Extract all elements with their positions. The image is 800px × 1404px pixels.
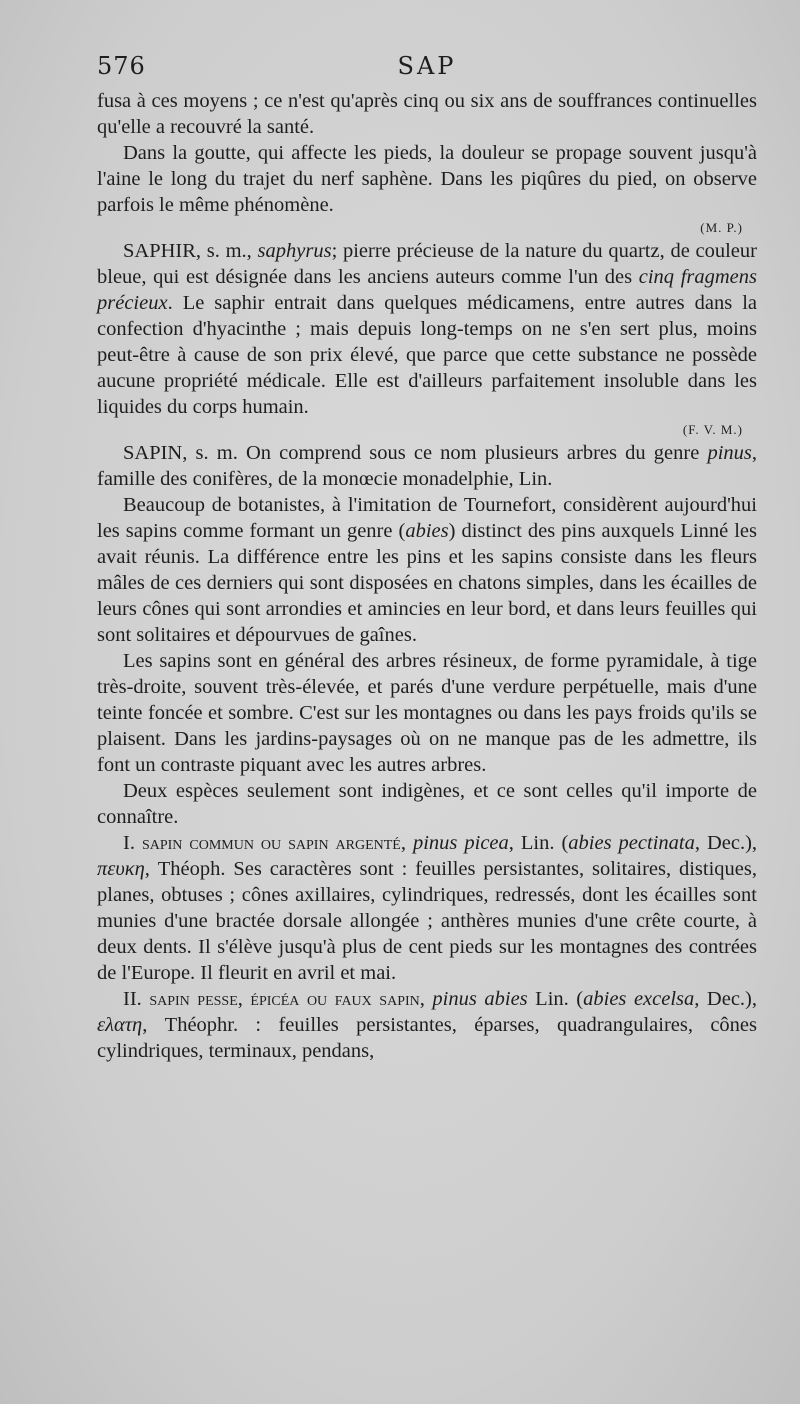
paragraph-general: Les sapins sont en général des arbres résineux, de forme pyramidale, à tige très-droite, souvent très-élevée, et parés d'une verdure perpétuelle, mais d'une teinte foncée et sombre. C'est sur les montagnes ou dans les pays froids qu'ils se plaisent. Dans les jardins-paysages où on ne manque pas de les admettre, ils font un contraste piquant avec les autres arbres. bbox=[97, 650, 757, 776]
paragraph-botanistes: Beaucoup de botanistes, à l'imitation de Tournefort, considèrent aujourd'hui les sapins comme formant un genre (abies) distinct des pins auxquels Linné les avait réunis. La différence entre les pins et les sapins consiste dans les fleurs mâles de ces derniers qui sont disposées en chatons simples, dans les écailles de leurs cônes qui sont arrondies et amincies en leur bord, et dans leurs feuilles qui sont solitaires et dépourvues de gaînes. bbox=[97, 494, 757, 646]
entry-sapin: SAPIN, s. m. On comprend sous ce nom plusieurs arbres du genre pinus, famille des conifères, de la monœcie monadelphie, Lin. bbox=[97, 442, 757, 490]
running-head: SAP bbox=[397, 52, 457, 80]
species-1: I. sapin commun ou sapin argenté, pinus picea, Lin. (abies pectinata, Dec.), πευκη, Théoph. Ses caractères sont : feuilles persistantes, solitaires, distiques, planes, obtuses ; cônes axillaires, cylindriques, redressés, dont les écailles sont munies d'une bractée dorsale allongée ; anthères munies d'une crête courte, à deux dents. Il s'élève jusqu'à plus de cent pieds sur les montagnes des contrées de l'Europe. Il fleurit en avril et mai. bbox=[97, 832, 758, 984]
entry-saphir: SAPHIR, s. m., saphyrus; pierre précieuse de la nature du quartz, de couleur bleue, qui est désignée dans les anciens auteurs comme l'un des cinq fragmens précieux. Le saphir entrait dans quelques médicamens, entre autres dans la confection d'hyacinthe ; mais depuis long-temps on ne s'en sert plus, moins peut-être à cause de son prix élevé, que parce que cette substance ne possède aucune propriété médicale. Elle est d'ailleurs parfaitement insoluble dans les liquides du corps humain. bbox=[97, 240, 757, 418]
author-signature: (M. P.) bbox=[700, 220, 743, 235]
page-header bbox=[97, 52, 757, 84]
entry-term: SAPHIR bbox=[123, 240, 196, 262]
paragraph-especes: Deux espèces seulement sont indigènes, et ce sont celles qu'il importe de connaître. bbox=[97, 780, 757, 828]
page-number: 576 bbox=[97, 52, 146, 80]
entry-term: SAPIN bbox=[123, 442, 183, 464]
paragraph-continuation: fusa à ces moyens ; ce n'est qu'après cinq ou six ans de souffrances continuelles qu'elle a recouvré la santé. bbox=[97, 90, 757, 138]
latin-name: saphyrus bbox=[257, 240, 332, 262]
species-2: II. sapin pesse, épicéa ou faux sapin, pinus abies Lin. (abies excelsa, Dec.), ελατη, Théophr. : feuilles persistantes, éparses, quadrangulaires, cônes cylindriques, terminaux, pendans, bbox=[97, 988, 757, 1062]
paragraph-goutte: Dans la goutte, qui affecte les pieds, la douleur se propage souvent jusqu'à l'aine le long du trajet du nerf saphène. Dans les piqûres du pied, on observe parfois le même phénomène. bbox=[97, 142, 757, 216]
body-text bbox=[97, 88, 757, 1064]
author-signature: (F. V. M.) bbox=[682, 422, 743, 437]
